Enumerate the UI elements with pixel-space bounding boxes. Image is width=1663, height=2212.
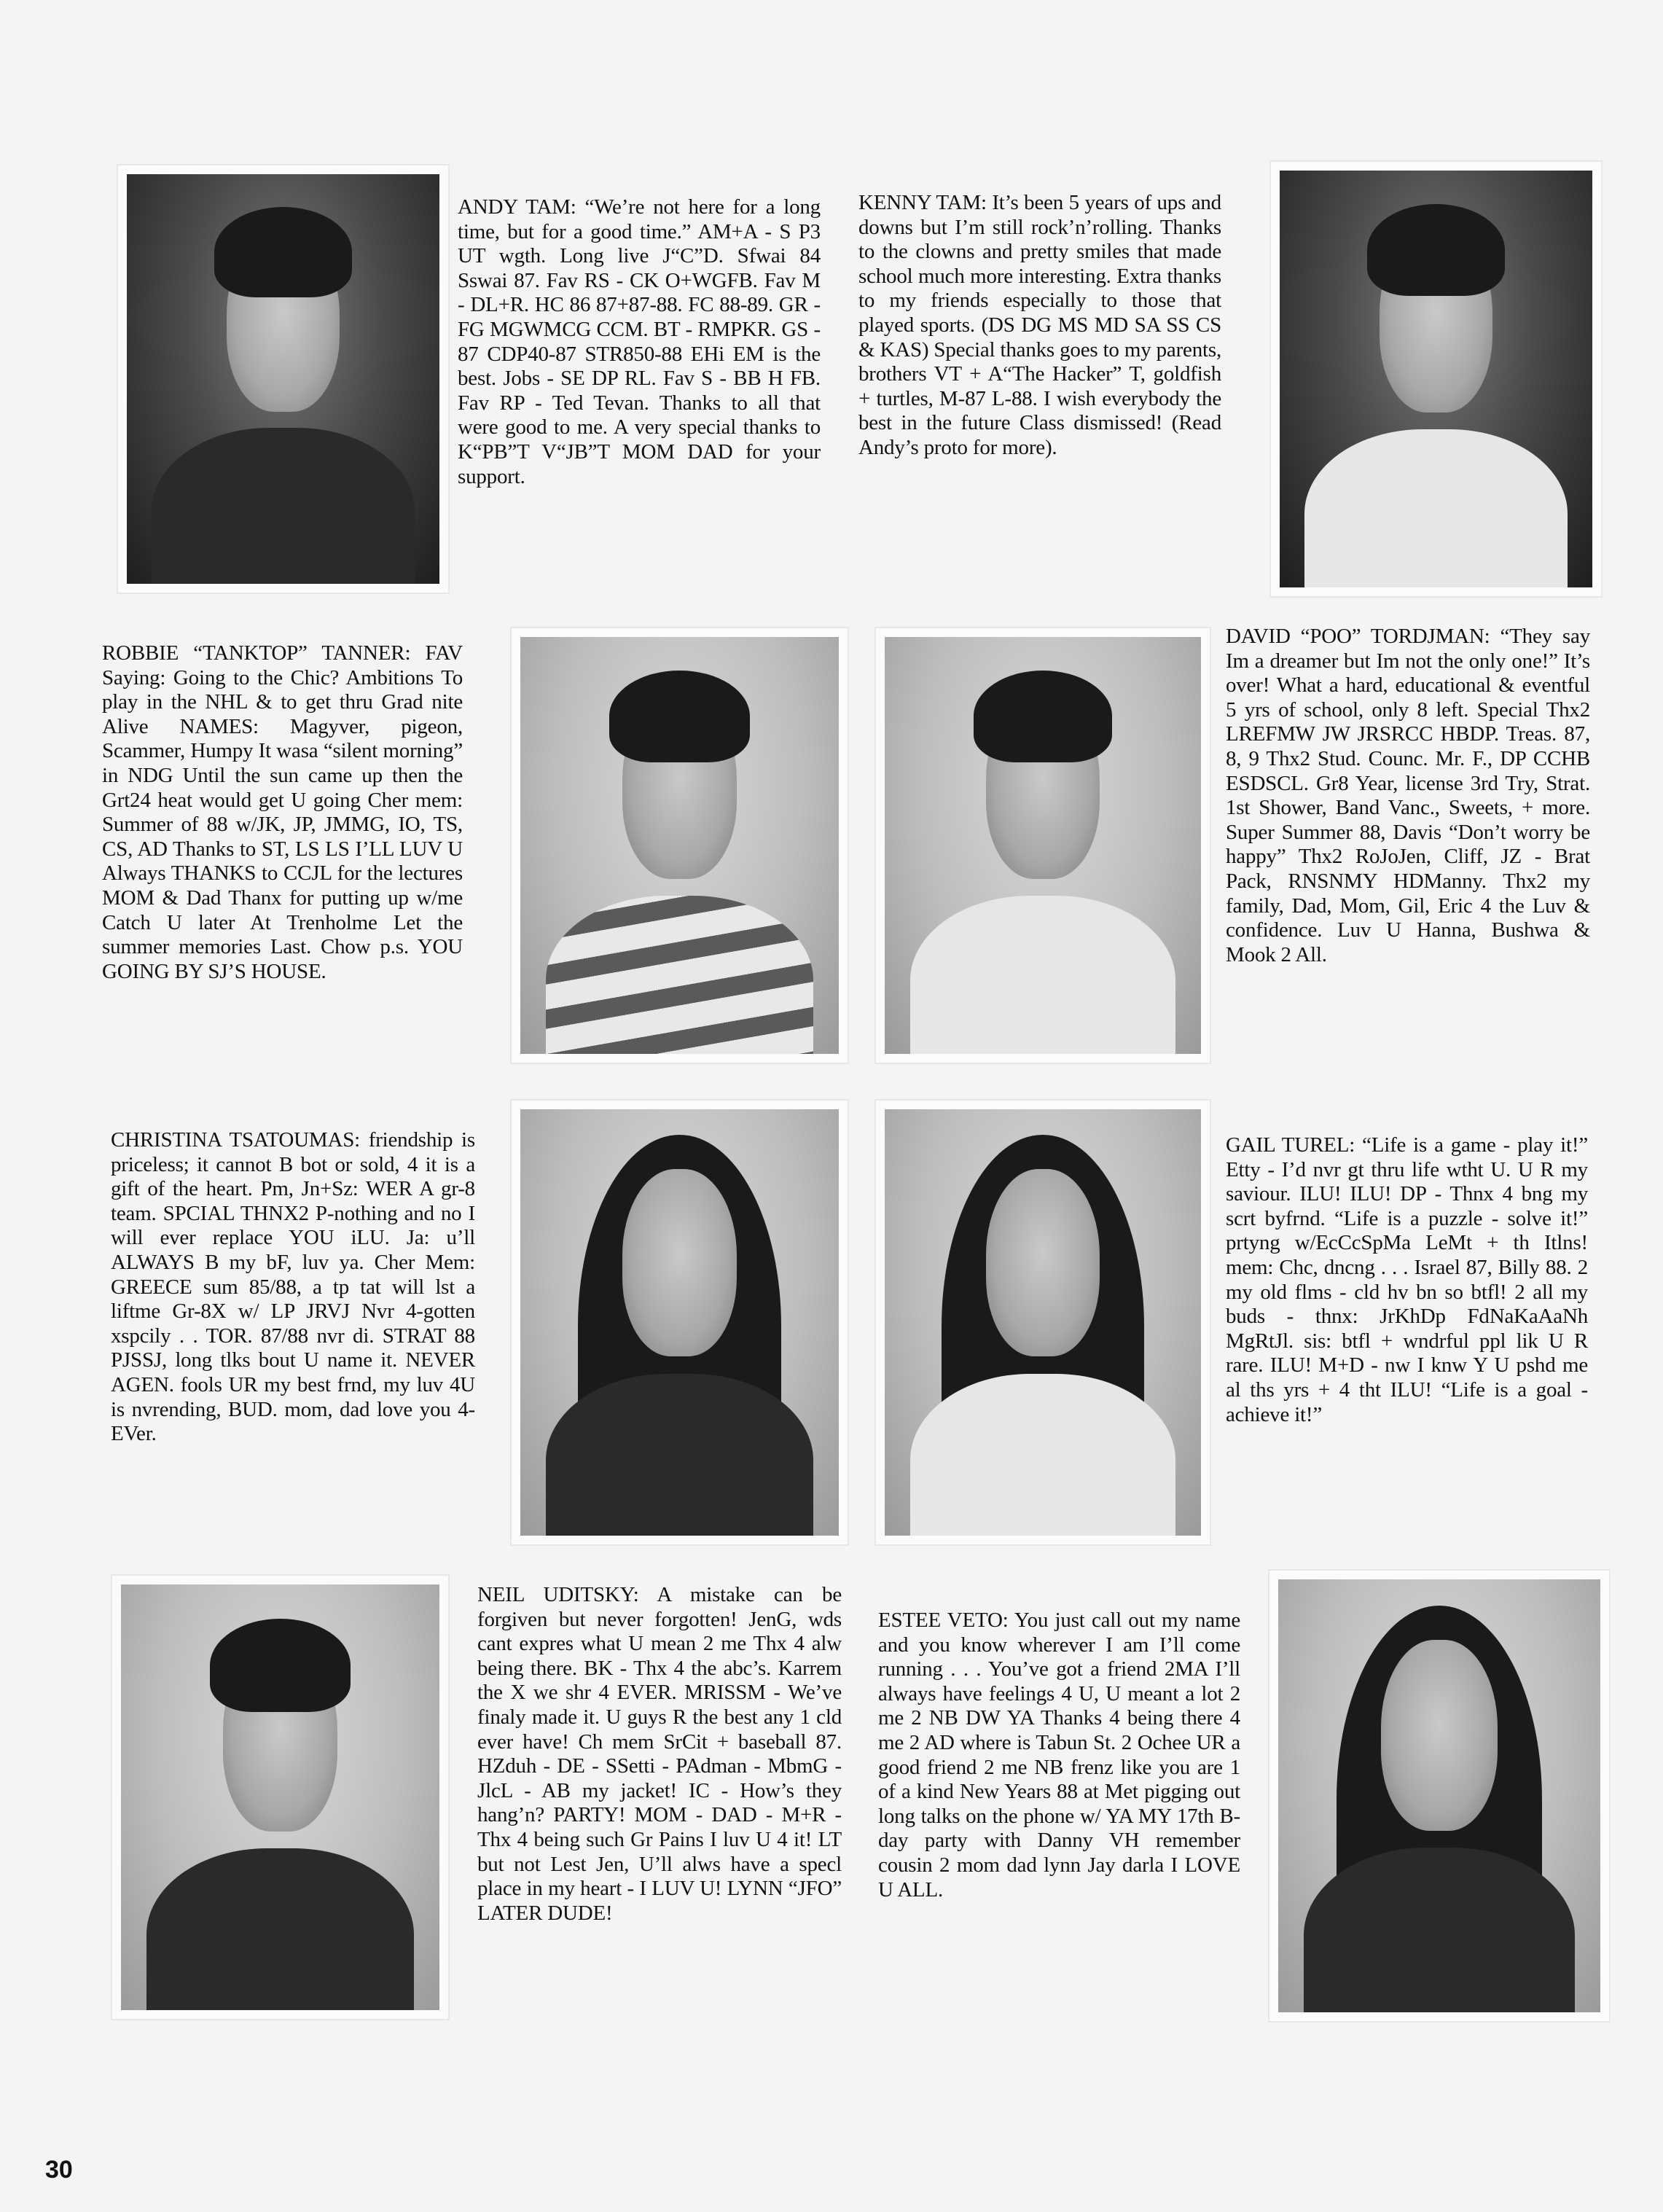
portrait-estee-veto xyxy=(1268,1569,1611,2023)
portrait-andy-tam xyxy=(117,164,450,594)
bio-gail-turel: GAIL TUREL: “Life is a game - play it!” Etty - I’d nvr gt thru life wtht U. U R my saviour. ILU! ILU! DP - Thnx 4 bng my scrt byfrnd. “Life is a puzzle - solve it!” prtyng w/EcCcSpMa LeMt + th Itlns! mem: Chc, dncng . . . Israel 87, Billy 88. 2 my old flms - cld hv bn so btfl! 2 all my buds - thnx: JrKhDp FdNaKaAaNh MgRtJl. sis: btfl + wndrful ppl lik U R rare. ILU! M+D - nw I knw Y U pshd me al ths yrs + 4 tht ILU! “Life is a goal - achieve it!” xyxy=(1226,1133,1588,1426)
bio-estee-veto: ESTEE VETO: You just call out my name and you know wherever I am I’ll come running . . . You’ve got a friend 2MA I’ll always have feelings 4 U, U meant a lot 2 me 2 NB DW YA Thanks 4 being there 4 me 2 AD where is Tabun St. 2 Ochee UR a good friend 2 me NB frenz like you are 1 of a kind New Years 88 at Met pigging out long talks on the phone w/ YA MY 17th B-day party with Danny VH remember cousin 2 mom dad lynn Jay darla I LOVE U ALL. xyxy=(878,1609,1240,1902)
bio-david-tordjman: DAVID “POO” TORDJMAN: “They say Im a dreamer but Im not the only one!” It’s over! What a hard, educational & eventful 5 yrs of school, only 8 left. Special Thx2 LREFMW JW JRSRCC HBDP. Treas. 87, 8, 9 Thx2 Stud. Counc. Mr. F., DP CCHB ESDSCL. Gr8 Year, license 3rd Try, Strat. 1st Shower, Band Vanc., Sweets, + more. Super Summer 88, Davis “Don’t worry be happy” Thx2 RoJoJen, Cliff, JZ - Brat Pack, RNSNMY HDManny. Thx2 my family, Dad, Mom, Gil, Eric 4 the Luv & confidence. Luv U Hanna, Bushwa & Mook 2 All. xyxy=(1226,625,1590,966)
portrait-david-tordjman xyxy=(874,627,1211,1064)
bio-kenny-tam: KENNY TAM: It’s been 5 years of ups and downs but I’m still rock’n’rolling. Thanks to the clowns and pretty smiles that made school much more interesting. Extra thanks to my friends especially to those that played sports. (DS DG MS MD SA SS CS & KAS) Special thanks goes to my parents, brothers VT + A“The Hacker” T, goldfish + turtles, M-87 L-88. I wish everybody the best in the future Class dismissed! (Read Andy’s proto for more). xyxy=(858,191,1221,459)
portrait-robbie-tanner xyxy=(510,627,849,1064)
bio-robbie-tanner: ROBBIE “TANKTOP” TANNER: FAV Saying: Going to the Chic? Ambitions To play in the NHL & to get thru Grad nite Alive NAMES: Magyver, pigeon, Scammer, Humpy It wasa “silent morning” in NDG Until the sun came up then the Grt24 heat would get U going Cher mem: Summer of 88 w/JK, JP, JMMG, IO, TS, CS, AD Thanks to ST, LS LS I’LL LUV U Always THANKS to CCJL for the lectures MOM & Dad Thanx for putting up w/me Catch U later At Trenholme Let the summer memories Last. Chow p.s. YOU GOING BY SJ’S HOUSE. xyxy=(102,641,463,983)
bio-andy-tam: ANDY TAM: “We’re not here for a long time, but for a good time.” AM+A - S P3 UT wgth. Long live J“C”D. Sfwai 84 Sswai 87. Fav RS - CK O+WGFB. Fav M - DL+R. HC 86 87+87-88. FC 88-89. GR - FG MGWMCG CCM. BT - RMPKR. GS - 87 CDP40-87 STR850-88 EHi EM is the best. Jobs - SE DP RL. Fav S - BB H FB. Fav RP - Ted Tevan. Thanks to all that were good to me. A very special thanks to K“PB”T V“JB”T MOM DAD for your support. xyxy=(458,195,821,488)
bio-neil-uditsky: NEIL UDITSKY: A mistake can be forgiven but never forgotten! JenG, wds cant expres what U mean 2 me Thx 4 alw being there. BK - Thx 4 the abc’s. Karrem the X we shr 4 EVER. MRISSM - We’ve finaly made it. U guys R the best any 1 cld ever have! Ch mem SrCit + baseball 87. HZduh - DE - SSetti - PAdman - MbmG - JlcL - AB my jacket! IC - How’s they hang’n? PARTY! MOM - DAD - M+R - Thx 4 being such Gr Pains I luv U 4 it! LT but not Lest Jen, U’ll alws have a specl place in my heart - I LUV U! LYNN “JFO” LATER DUDE! xyxy=(477,1583,842,1925)
portrait-kenny-tam xyxy=(1269,160,1603,598)
portrait-christina-tsatoumas xyxy=(510,1099,849,1546)
portrait-gail-turel xyxy=(874,1099,1211,1546)
page-number: 30 xyxy=(45,2156,73,2184)
portrait-neil-uditsky xyxy=(111,1574,450,2020)
bio-christina-tsatoumas: CHRISTINA TSATOUMAS: friendship is priceless; it cannot B bot or sold, 4 it is a gift of the heart. Pm, Jn+Sz: WER A gr-8 team. SPCIAL THNX2 P-nothing and no I will ever replace YOU iLU. Ja: u’ll ALWAYS B my bF, luv ya. Cher Mem: GREECE sum 85/88, a tp tat will lst a liftme Gr-8X w/ LP JRVJ Nvr 4-gotten xspcily . . TOR. 87/88 nvr di. STRAT 88 PJSSJ, long tlks bout U name it. NEVER AGEN. fools UR my best frnd, my luv 4U is nvrending, BUD. mom, dad love you 4-EVer. xyxy=(111,1128,475,1446)
